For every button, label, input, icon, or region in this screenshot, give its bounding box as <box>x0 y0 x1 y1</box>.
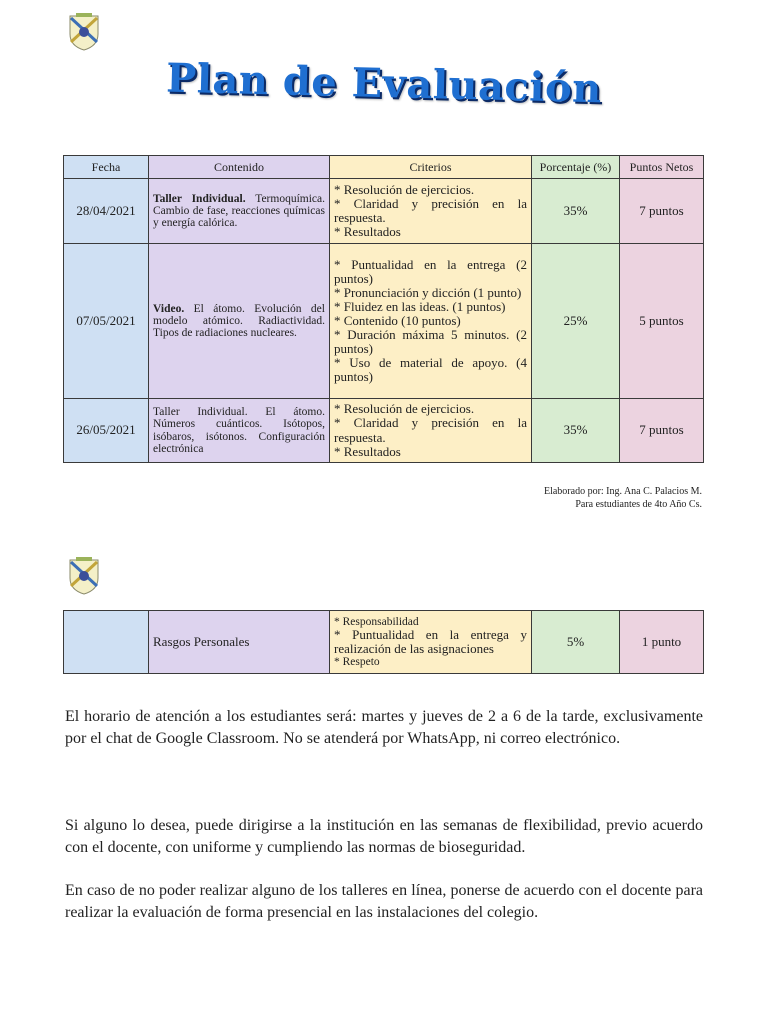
school-crest-icon <box>67 12 101 52</box>
puntos-cell: 5 puntos <box>620 244 704 399</box>
contenido-title: Video. <box>153 302 185 315</box>
criterio-item: * Resolución de ejercicios. <box>334 181 475 197</box>
fecha-cell: 28/04/2021 <box>64 179 149 244</box>
author-credits <box>544 485 702 511</box>
contenido-text: El átomo. Evolución del modelo atómico. Radiactividad. Tipos de radiaciones nucleares. <box>153 302 325 340</box>
paragraph-horario: El horario de atención a los estudiantes será: martes y jueves de 2 a 6 de la tarde, exclusivamente por el chat de Google Classroom. No se atenderá por WhatsApp, ni correo electrónico. <box>65 708 703 748</box>
criterio-item: * Puntualidad en la entrega y realización de las asignaciones <box>334 626 527 656</box>
fecha-cell: 26/05/2021 <box>64 399 149 463</box>
contenido-cell <box>149 179 330 244</box>
criterios-cell <box>330 611 532 674</box>
table-row <box>64 399 704 463</box>
criterios-cell <box>330 399 532 463</box>
porcentaje-cell: 35% <box>532 179 620 244</box>
porcentaje-cell: 5% <box>532 611 620 674</box>
criterios-cell <box>330 179 532 244</box>
contenido-cell <box>149 399 330 463</box>
table-row <box>64 179 704 244</box>
criterio-item: * Pronunciación y dicción (1 punto) <box>334 284 522 300</box>
header-contenido: Contenido <box>149 156 330 179</box>
fecha-cell <box>64 611 149 674</box>
header-fecha: Fecha <box>64 156 149 179</box>
header-criterios: Criterios <box>330 156 532 179</box>
fecha-cell: 07/05/2021 <box>64 244 149 399</box>
contenido-text: Termoquímica. Cambio de fase, reacciones químicas y energía calórica. <box>153 192 325 230</box>
evaluation-table <box>63 155 704 463</box>
header-porcentaje: Porcentaje (%) <box>532 156 620 179</box>
table-header-row <box>64 156 704 179</box>
criterio-item: * Duración máxima 5 minutos. (2 puntos) <box>334 327 527 357</box>
criterio-item: * Claridad y precisión en la respuesta. <box>334 415 527 445</box>
criterio-item: * Responsabilidad <box>334 615 419 628</box>
contenido-cell: Rasgos Personales <box>149 611 330 674</box>
paragraph-presencial: En caso de no poder realizar alguno de los talleres en línea, ponerse de acuerdo con el docente para realizar la evaluación de forma presencial en las instalaciones del colegio. <box>65 882 703 922</box>
table-row <box>64 611 704 674</box>
puntos-cell: 1 punto <box>620 611 704 674</box>
criterio-item: * Resolución de ejercicios. <box>334 401 475 417</box>
table-row <box>64 244 704 399</box>
credits-audience: Para estudiantes de 4to Año Cs. <box>575 499 702 510</box>
school-crest-icon <box>67 556 101 596</box>
porcentaje-cell: 35% <box>532 399 620 463</box>
rasgos-table <box>63 610 704 674</box>
criterio-item: * Resultados <box>334 224 401 240</box>
puntos-cell: 7 puntos <box>620 399 704 463</box>
header-puntos: Puntos Netos <box>620 156 704 179</box>
criterio-item: * Resultados <box>334 443 401 459</box>
criterio-item: * Puntualidad en la entrega (2 puntos) <box>334 256 527 286</box>
criterio-item: * Respeto <box>334 656 380 669</box>
criterio-item: * Claridad y precisión en la respuesta. <box>334 195 527 225</box>
paragraph-institucion: Si alguno lo desea, puede dirigirse a la institución en las semanas de flexibilidad, previo acuerdo con el docente, con uniforme y cumpliendo las normas de bioseguridad. <box>65 817 703 857</box>
criterio-item: * Fluidez en las ideas. (1 puntos) <box>334 298 506 314</box>
criterio-item: * Contenido (10 puntos) <box>334 312 461 328</box>
contenido-cell <box>149 244 330 399</box>
contenido-title: Taller Individual. <box>153 192 246 205</box>
contenido-text: Taller Individual. El átomo. Números cuánticos. Isótopos, isóbaros, isótonos. Configuración electrónica <box>153 406 325 455</box>
criterio-item: * Uso de material de apoyo. (4 puntos) <box>334 355 527 385</box>
credits-author: Elaborado por: Ing. Ana C. Palacios M. <box>543 486 702 497</box>
porcentaje-cell: 25% <box>532 244 620 399</box>
puntos-cell: 7 puntos <box>620 179 704 244</box>
page-title: Plan de Evaluación <box>165 54 603 113</box>
criterios-cell <box>330 244 532 399</box>
